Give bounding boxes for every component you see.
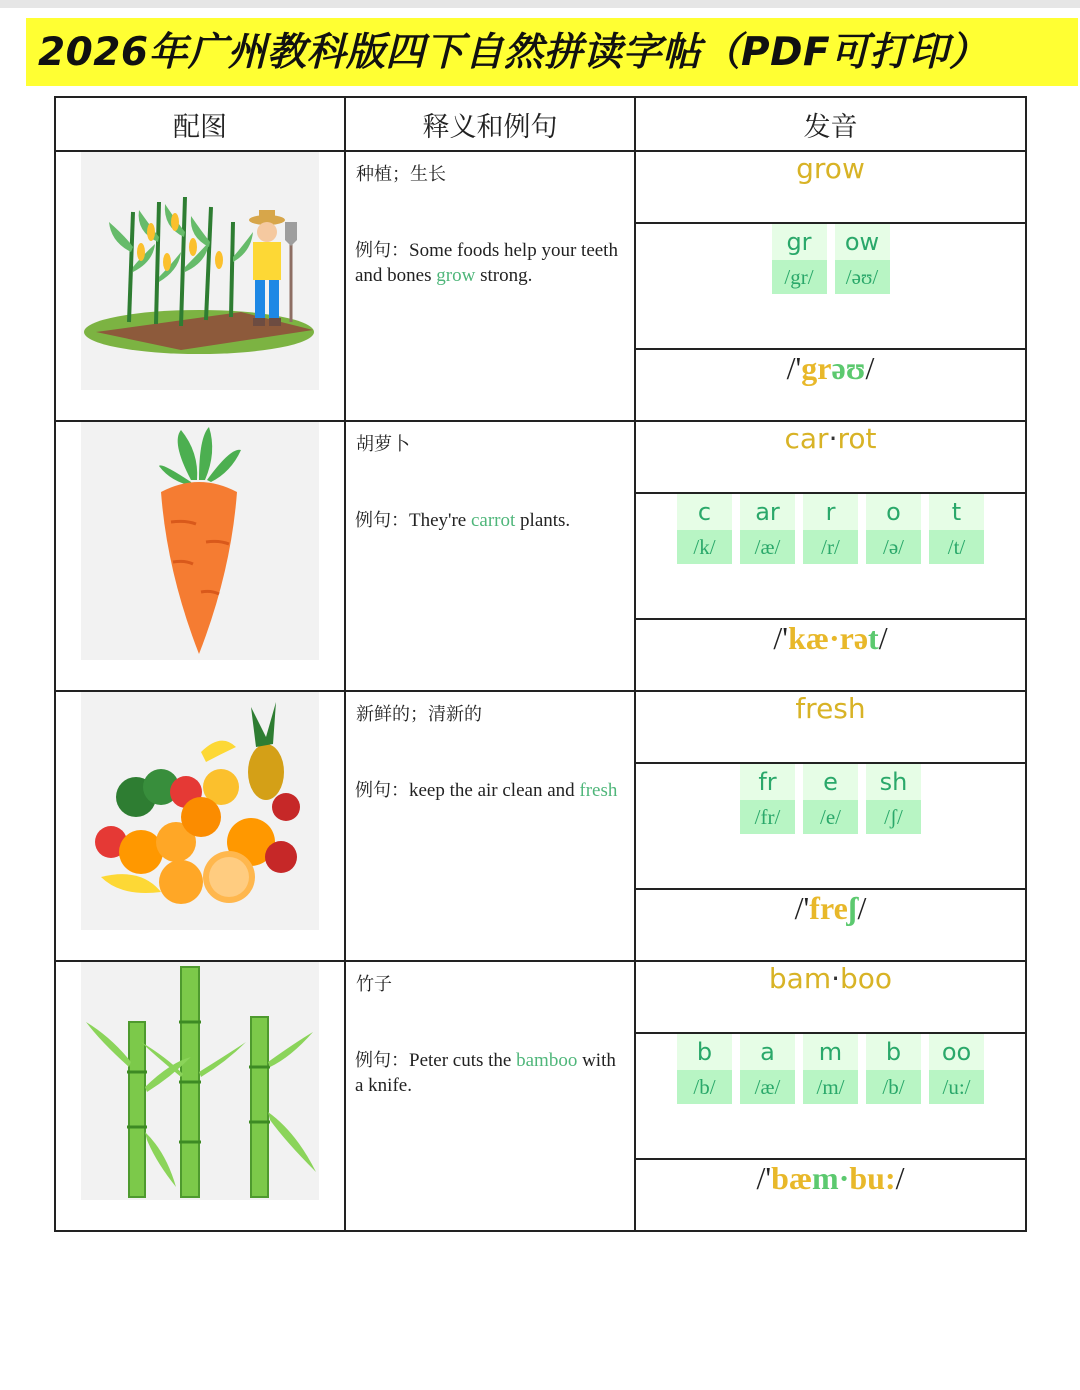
tile-letters: ow [835,224,890,260]
bamboo-image [81,962,319,1200]
ipa-transcription [756,1160,904,1196]
carrot-image [81,422,319,660]
table-header-row [55,97,1026,151]
ipa-part: fre [809,890,848,926]
tile-phoneme: /b/ [677,1070,732,1104]
example-sentence [355,778,627,803]
fruit-pile-image [81,692,319,930]
tile-phoneme: /æ/ [740,1070,795,1104]
tile-letters: sh [866,764,921,800]
example-label: 例句： [355,510,409,531]
word-spelling: bam·boo [768,962,893,995]
phonics-tile [835,224,890,294]
meaning-cell [345,961,635,1231]
tile-phoneme: /u:/ [929,1070,984,1104]
picture-cell [55,151,345,421]
tile-phoneme: /t/ [929,530,984,564]
picture-cell [55,961,345,1231]
tile-phoneme: /m/ [803,1070,858,1104]
tile-phoneme: /e/ [803,800,858,834]
phonics-tile [929,1034,984,1104]
tile-letters: m [803,1034,858,1070]
meaning-cell [345,421,635,691]
example-label: 例句： [355,780,409,801]
tile-letters: e [803,764,858,800]
phonics-tile [740,494,795,564]
tile-phoneme: /ʃ/ [866,800,921,834]
word-spelling [796,152,865,185]
chinese-meaning: 种植；生长 [356,164,446,185]
tile-letters: b [677,1034,732,1070]
word-cell [635,961,1026,1033]
example-text: plants. [515,510,571,531]
phonics-tiles-cell [635,763,1026,889]
tile-letters: o [866,494,921,530]
phonics-tiles [677,494,984,564]
word-spelling [795,692,865,725]
chinese-meaning: 胡萝卜 [356,434,410,455]
phonics-tile [866,764,921,834]
word-part: bam [768,962,832,995]
tile-letters: fr [740,764,795,800]
tile-letters: oo [929,1034,984,1070]
example-text: Peter cuts the [409,1050,517,1071]
phonics-tile [803,494,858,564]
tile-phoneme: /əʊ/ [835,260,890,294]
phonics-tiles-cell [635,493,1026,619]
word-part: boo [840,962,893,995]
chinese-meaning: 竹子 [356,974,392,995]
example-text: keep the air clean and [409,780,580,801]
tile-phoneme: /k/ [677,530,732,564]
phonics-tile [740,764,795,834]
example-text: They're [409,510,471,531]
phonics-tile [772,224,827,294]
word-part: rot [837,422,877,455]
example-keyword: grow [436,265,476,286]
ipa-transcription [787,350,875,386]
tile-letters: c [677,494,732,530]
tile-phoneme: /gr/ [772,260,827,294]
ipa-cell [635,889,1026,961]
ipa-cell [635,619,1026,691]
phonics-tiles [772,224,890,294]
example-keyword: bamboo [516,1050,578,1071]
tile-phoneme: /r/ [803,530,858,564]
ipa-transcription [773,620,887,656]
tile-letters: r [803,494,858,530]
ipa-part: /' [756,1160,772,1196]
word-spelling: car·rot [784,422,877,455]
tile-phoneme: /æ/ [740,530,795,564]
example-text: Some foods help your teeth and bones [355,240,618,286]
example-sentence [355,508,627,533]
table-row [55,151,1026,223]
farmer-cornfield-image [81,152,319,390]
phonics-tile [677,494,732,564]
phonics-tile [929,494,984,564]
word-cell [635,151,1026,223]
tile-letters: gr [772,224,827,260]
table-row [55,961,1026,1033]
example-text: with a knife. [355,1050,616,1096]
meaning-cell [345,151,635,421]
example-label: 例句： [355,240,409,261]
word-cell [635,421,1026,493]
ipa-cell [635,1159,1026,1231]
word-part: grow [796,152,865,185]
ipa-part: / [857,890,867,926]
ipa-part: / [878,620,888,656]
phonics-tile [866,494,921,564]
tile-letters: ar [740,494,795,530]
chinese-meaning: 新鲜的；清新的 [356,704,482,725]
tile-phoneme: /fr/ [740,800,795,834]
header-picture: 配图 [55,97,345,151]
example-sentence [355,238,627,288]
ipa-part: / [865,350,875,386]
phonics-tiles-cell [635,223,1026,349]
tile-letters: a [740,1034,795,1070]
header-pronunciation: 发音 [635,97,1026,151]
ipa-part: /' [773,620,789,656]
ipa-part: gr [801,350,832,386]
top-strip [0,0,1080,8]
phonics-tiles-cell [635,1033,1026,1159]
ipa-part: /' [794,890,810,926]
example-text: strong. [475,265,533,286]
phonics-tile [677,1034,732,1104]
word-part: car [784,422,829,455]
table-row [55,691,1026,763]
tile-letters: t [929,494,984,530]
example-sentence [355,1048,627,1098]
tile-phoneme: /ə/ [866,530,921,564]
table-row [55,421,1026,493]
phonics-tile [740,1034,795,1104]
header-meaning: 释义和例句 [345,97,635,151]
phonics-table [54,96,1027,1232]
picture-cell [55,691,345,961]
phonics-tiles [677,1034,984,1104]
meaning-cell [345,691,635,961]
ipa-part: kæ·rə [788,620,869,656]
ipa-cell [635,349,1026,421]
ipa-part: bu: [849,1160,896,1196]
tile-letters: b [866,1034,921,1070]
ipa-transcription [795,890,867,926]
example-keyword: carrot [470,510,516,531]
word-part: fresh [795,692,866,725]
example-keyword: fresh [579,780,618,801]
example-label: 例句： [355,1050,409,1071]
phonics-tile [803,764,858,834]
ipa-part: bæ [771,1160,813,1196]
tile-phoneme: /b/ [866,1070,921,1104]
phonics-tiles [740,764,921,834]
ipa-part: m· [812,1160,850,1196]
ipa-part: əʊ [831,350,866,386]
ipa-part: ʃ [847,890,858,926]
ipa-part: / [895,1160,905,1196]
word-cell [635,691,1026,763]
phonics-tile [803,1034,858,1104]
picture-cell [55,421,345,691]
page-title: 2026年广州教科版四下自然拼读字帖（PDF可打印） [38,30,989,75]
ipa-part: t [868,620,879,656]
ipa-part: /' [786,350,802,386]
phonics-tile [866,1034,921,1104]
